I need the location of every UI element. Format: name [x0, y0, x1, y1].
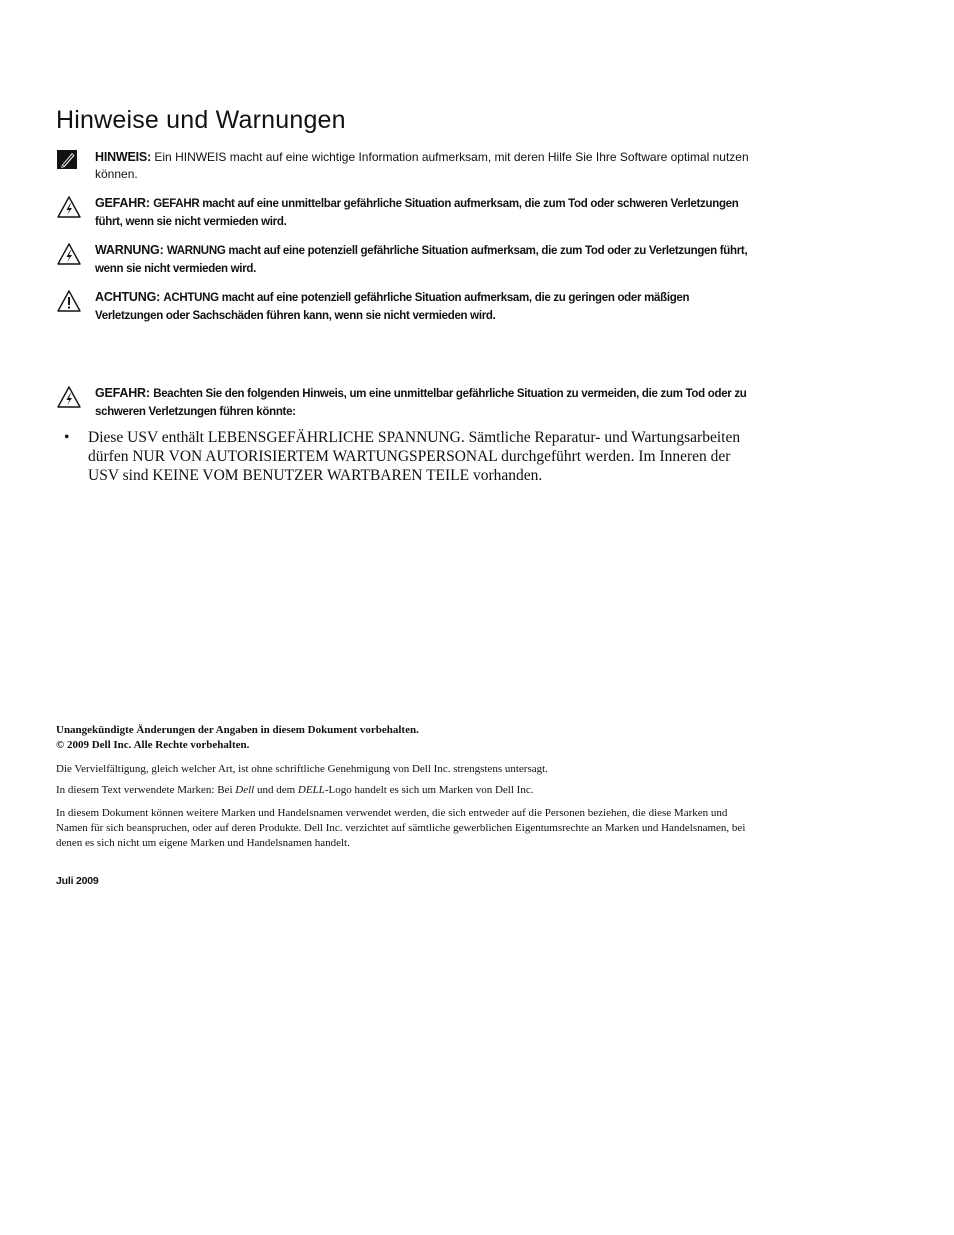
warning-body: WARNUNG macht auf eine potenziell gefährliche Situation aufmerksam, die zum Tod oder zu Verletzungen führt, wenn sie nicht vermieden wird.	[95, 245, 748, 275]
note-notice	[56, 149, 756, 183]
danger-notice-text	[95, 385, 756, 421]
legal-copyright: © 2009 Dell Inc. Alle Rechte vorbehalten.	[56, 739, 250, 751]
legal-trademarks-c: -Logo handelt es sich um Marken von Dell Inc.	[324, 784, 534, 796]
note-text	[95, 149, 756, 183]
caution-definition-text	[95, 289, 756, 325]
legal-trademarks-a: In diesem Text verwendete Marken: Bei	[56, 784, 236, 796]
danger-notice-body: Beachten Sie den folgenden Hinweis, um eine unmittelbar gefährliche Situation zu vermeiden, die zum Tod oder zu schweren Verletzungen führen könnte:	[95, 388, 747, 418]
caution-definition-notice	[56, 289, 756, 325]
legal-trademarks-b: und dem	[254, 784, 298, 796]
danger-body: GEFAHR macht auf eine unmittelbar gefährliche Situation aufmerksam, die zum Tod oder schweren Verletzungen führt, wenn sie nicht vermieden wird.	[95, 198, 739, 228]
legal-line-1: Unangekündigte Änderungen der Angaben in diesem Dokument vorbehalten.	[56, 724, 419, 736]
ups-warning-bullet	[64, 428, 754, 485]
danger-notice-keyword: GEFAHR:	[95, 386, 150, 400]
electrical-hazard-icon	[56, 242, 82, 266]
electrical-hazard-icon	[56, 385, 82, 409]
danger-definition-notice	[56, 195, 756, 231]
warning-definition-notice	[56, 242, 756, 278]
legal-trademarks	[56, 783, 776, 798]
caution-keyword: ACHTUNG:	[95, 290, 161, 304]
danger-definition-text	[95, 195, 756, 231]
publication-date: Juli 2009	[56, 875, 99, 887]
caution-exclamation-icon	[56, 289, 82, 313]
electrical-hazard-icon	[56, 195, 82, 219]
legal-reproduction: Die Vervielfältigung, gleich welcher Art, ist ohne schriftliche Genehmigung von Dell Inc. strengstens untersagt.	[56, 763, 548, 775]
danger-keyword: GEFAHR:	[95, 196, 150, 210]
bullet-symbol: •	[64, 429, 70, 446]
page-title: Hinweise und Warnungen	[56, 106, 346, 134]
danger-notice	[56, 385, 756, 421]
legal-trademark-dell-logo: DELL	[297, 784, 325, 796]
legal-trademark-dell: Dell	[235, 784, 255, 796]
caution-body: ACHTUNG macht auf eine potenziell gefährliche Situation aufmerksam, die zu geringen oder mäßigen Verletzungen oder Sachschäden führen kann, wenn sie nicht vermieden wird.	[95, 292, 690, 322]
pencil-note-icon	[56, 149, 82, 173]
note-body: Ein HINWEIS macht auf eine wichtige Information aufmerksam, mit deren Hilfe Sie Ihre Software optimal nutzen können.	[95, 150, 749, 181]
warning-definition-text	[95, 242, 756, 278]
warning-keyword: WARNUNG:	[95, 243, 164, 257]
legal-other-marks: In diesem Dokument können weitere Marken und Handelsnamen verwendet werden, die sich entweder auf die Personen beziehen, die diese Marken und Namen für sich beanspruchen, oder auf deren Produkte. Dell Inc. verzichtet auf sämtliche gewerblichen Eigentumsrechte an Marken und Handelsnamen, bei denen es sich nicht um eigene Marken und Handelsnamen handelt.	[56, 807, 746, 849]
bullet-text: Diese USV enthält LEBENSGEFÄHRLICHE SPANNUNG. Sämtliche Reparatur- und Wartungsarbeiten dürfen NUR VON AUTORISIERTEM WARTUNGSPERSONAL durchgeführt werden. Im Inneren der USV sind KEINE VOM BENUTZER WARTBAREN TEILE vorhanden.	[88, 429, 741, 484]
note-keyword: HINWEIS:	[95, 150, 152, 164]
